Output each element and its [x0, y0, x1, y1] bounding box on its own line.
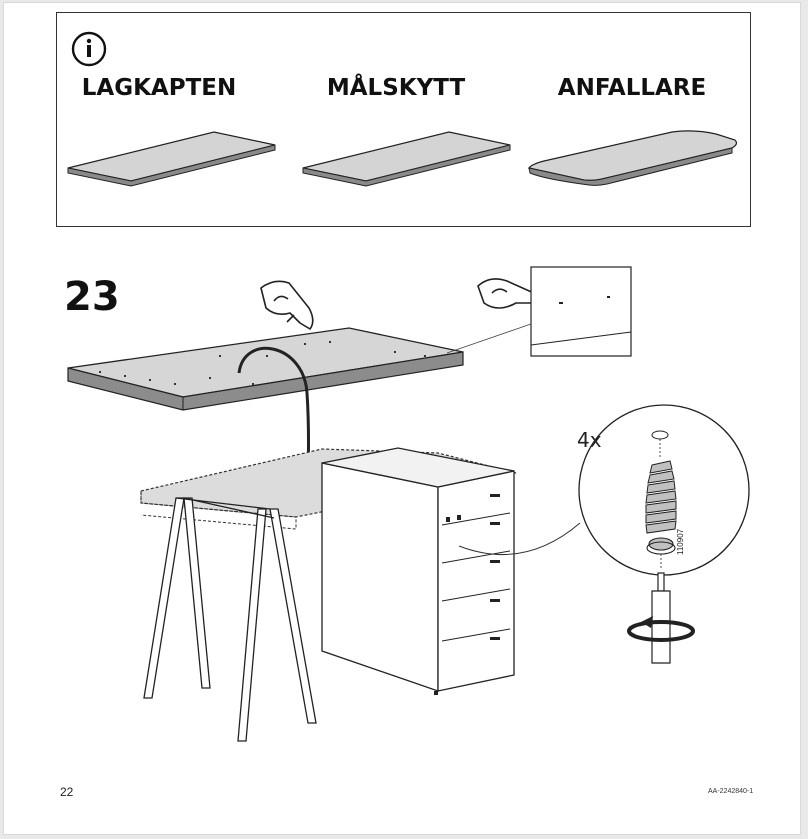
info-panel — [56, 12, 751, 227]
role-label-anfallare: ANFALLARE — [557, 75, 707, 101]
screwdriver — [652, 573, 670, 663]
trestle-legs — [144, 498, 316, 741]
instruction-page — [3, 2, 801, 835]
document-id: AA-2242840-1 — [708, 788, 754, 795]
role-label-lagkapten: LAGKAPTEN — [81, 75, 237, 101]
drawer-unit — [322, 448, 514, 695]
page-number: 22 — [60, 785, 74, 799]
quantity-label: 4x — [577, 428, 602, 452]
step-number: 23 — [64, 274, 120, 320]
role-label-malskytt: MÅLSKYTT — [326, 75, 466, 101]
screw-detail — [579, 405, 749, 575]
pointing-hand-icon — [261, 281, 313, 329]
tabletop — [68, 328, 463, 410]
part-number: 110907 — [676, 528, 685, 555]
detail-inset — [447, 267, 631, 356]
